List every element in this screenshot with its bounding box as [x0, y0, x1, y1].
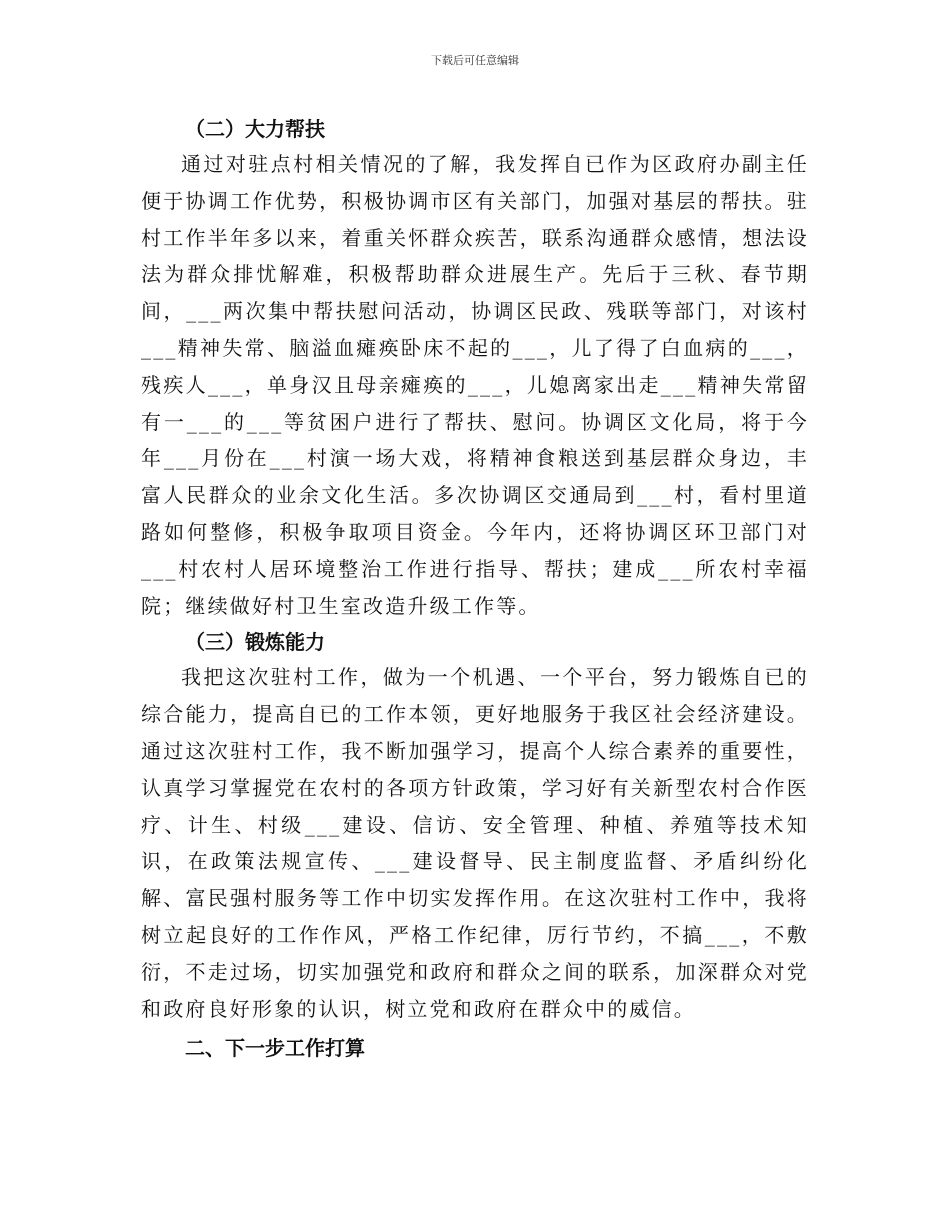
document-body: [141, 112, 809, 1065]
paragraph-assistance: 通过对驻点村相关情况的了解，我发挥自已作为区政府办副主任便于协调工作优势，积极协调市区有关部门，加强对基层的帮扶。驻村工作半年多以来，着重关怀群众疾苦，联系沟通群众感情，想法设法为群众排忧解难，积极帮助群众进展生产。先后于三秋、春节期间，___两次集中帮扶慰问活动，协调区民政、残联等部门，对该村___精神失常、脑溢血瘫痪卧床不起的___，儿了得了白血病的___，残疾人___，单身汉且母亲瘫痪的___，儿媳离家出走___精神失常留有一___的___等贫困户进行了帮扶、慰问。协调区文化局，将于今年___月份在___村演一场大戏，将精神食粮送到基层群众身边，丰富人民群众的业余文化生活。多次协调区交通局到___村，看村里道路如何整修，积极争取项目资金。今年内，还将协调区环卫部门对___村农村人居环境整治工作进行指导、帮扶；建成___所农村幸福院；继续做好村卫生室改造升级工作等。: [141, 152, 809, 618]
section-heading-assistance: （二）大力帮扶: [185, 117, 325, 141]
paragraph-ability: 我把这次驻村工作，做为一个机遇、一个平台，努力锻炼自已的综合能力，提高自已的工作本领，更好地服务于我区社会经济建设。通过这次驻村工作，我不断加强学习，提高个人综合素养的重要性，认真学习掌握党在农村的各项方针政策，学习好有关新型农村合作医疗、计生、村级___建设、信访、安全管理、种植、养殖等技术知识，在政策法规宣传、___建设督导、民主制度监督、矛盾纠纷化解、富民强村服务等工作中切实发挥作用。在这次驻村工作中，我将树立起良好的工作作风，严格工作纪律，厉行节约，不搞___，不敷衍，不走过场，切实加强党和政府和群众之间的联系，加深群众对党和政府良好形象的认识，树立党和政府在群众中的威信。: [141, 665, 809, 1021]
section-heading-ability: （三）锻炼能力: [185, 630, 325, 655]
section-heading-next-steps: 二、下一步工作打算: [185, 1036, 365, 1061]
page-header-note: 下载后可任意编辑: [431, 54, 519, 67]
